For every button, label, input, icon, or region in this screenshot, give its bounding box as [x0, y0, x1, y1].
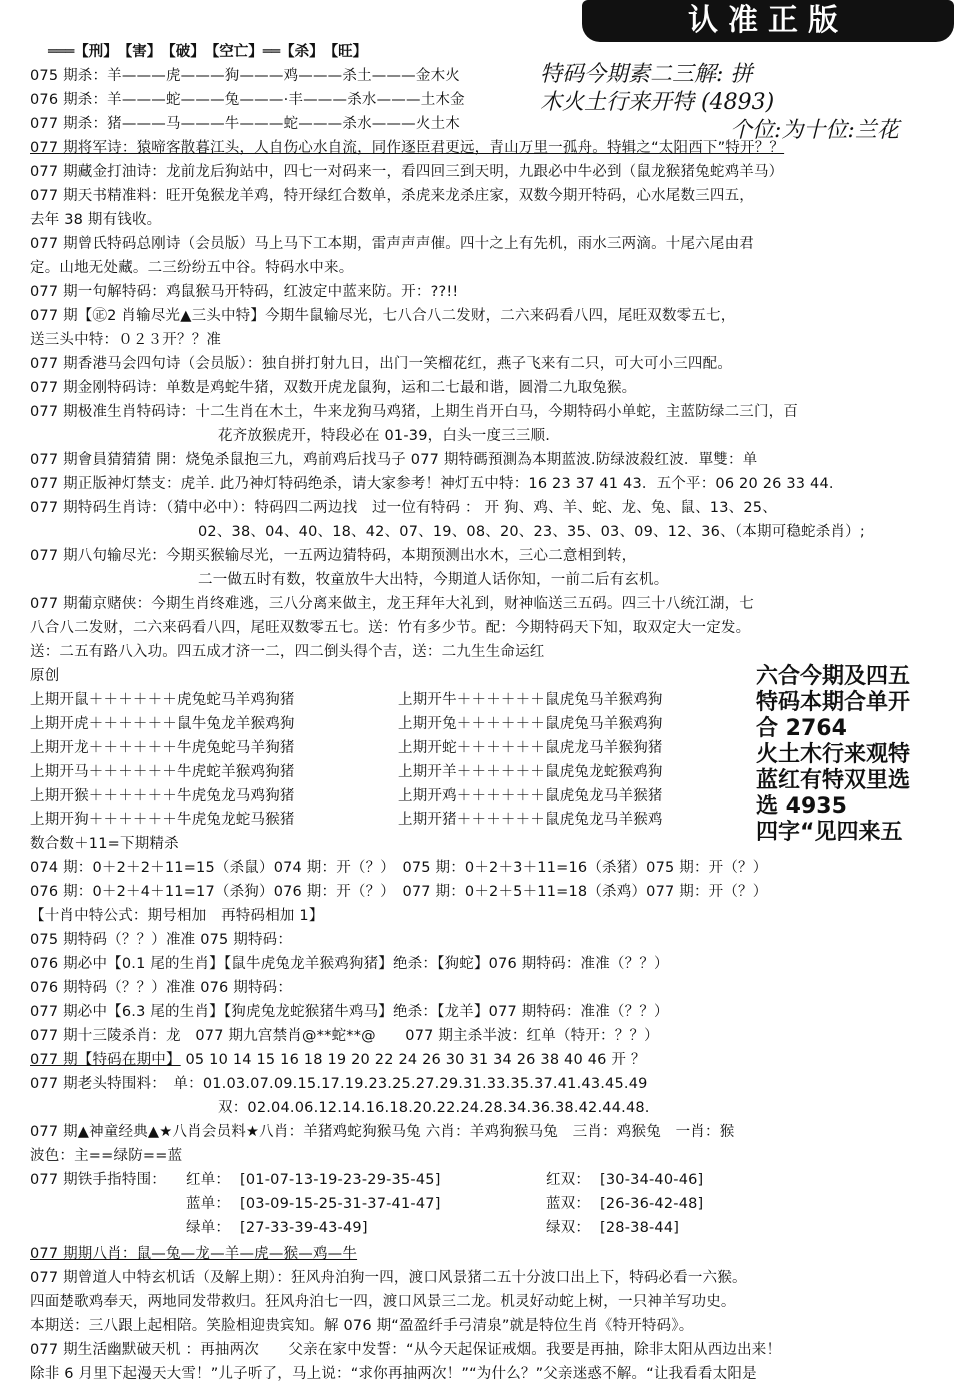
text-line: 076 期必中【0.1 尾的生肖】【鼠牛虎兔龙羊猴鸡狗猪】绝杀：【狗蛇】076 期特码：准准（？？） — [30, 956, 669, 972]
zodiac-row-left: 上期开虎＋＋＋＋＋＋鼠牛兔龙羊猴鸡狗 — [30, 716, 295, 732]
text-line: 077 期将军诗：猿啼客散暮江头，人自伤心水自流，同作逐臣君更远，青山万里一孤舟。特辑之“太阳西下”特开？？ — [30, 140, 785, 156]
kill-row-077: 077 期杀：猪———马———牛———蛇———杀水———火土木 — [30, 116, 460, 132]
text-line: 077 期會員猜猜猜 開：烧兔杀鼠抱三九，鸡前鸡后找马子 077 期特碼預測為本期蓝波.防绿波殺红波．單雙：单 — [30, 452, 758, 468]
kill-row-075: 075 期杀：羊———虎———狗———鸡———杀土———金木火 — [30, 68, 460, 84]
text-line: 二一做五时有数，牧童放牛大出特，今期道人话你知，一前二后有玄机。 — [198, 572, 669, 588]
right-box-line: 四字“见四来五 — [756, 820, 903, 845]
handwritten-line-1: 特码今期素二三解: 拼 — [540, 62, 753, 87]
tema-numbers: 05 10 14 15 16 18 19 20 22 24 26 30 31 34 26 38 40 46 开 ？ — [185, 1052, 646, 1068]
zodiac-row-right: 上期开蛇＋＋＋＋＋＋鼠虎龙马羊猴狗猪 — [398, 740, 663, 756]
tiezhi-label: 077 期铁手指特围： — [30, 1172, 166, 1188]
tiezhi-key: 绿双： — [546, 1220, 591, 1236]
text-line: 077 期极准生肖特码诗：十二生肖在木土，牛来龙狗马鸡猪，上期生肖开白马，今期特码小单蛇，主蓝防绿二三门，百 — [30, 404, 799, 420]
text-line: 076 期：0＋2＋4＋11=17（杀狗）076 期：开（？） 077 期：0＋2＋5＋11=18（杀鸡）077 期：开（？） — [30, 884, 768, 900]
text-line: 八合八二发财，二六来码看八四，尾旺双数零五七。送：竹有多少节。配：今期特码天下知，取双定大一定发。 — [30, 620, 751, 636]
handwritten-line-2: 木火土行来开特 (4893) — [540, 90, 775, 115]
zodiac-row-right: 上期开鸡＋＋＋＋＋＋鼠虎兔龙马羊猴猪 — [398, 788, 663, 804]
right-box-line: 蓝红有特双里选 — [756, 768, 911, 793]
header-row: ═══【刑】 【害】 【破】 【空亡】══【杀】 【旺】 — [48, 44, 368, 60]
zodiac-row-left: 上期开马＋＋＋＋＋＋牛虎蛇羊猴鸡狗猪 — [30, 764, 295, 780]
text-line: 077 期葡京赌侠：今期生肖终难逃，三八分离来做主，龙王拜年大礼到，财神临送三五码。四三十八统江湖，七 — [30, 596, 754, 612]
text-line: 除非 6 月里下起漫天大雪！”儿子听了，马上说：“求你再抽两次！”“为什么？”父亲迷惑不解。“让我看看太阳是 — [30, 1366, 757, 1382]
text-line: 双：02.04.06.12.14.16.18.20.22.24.28.34.36.38.42.44.48. — [218, 1100, 650, 1116]
text-line: 送：二五有路八入功。四五成才济一二，四二倒头得个吉，送：二九生生命运红 — [30, 644, 545, 660]
right-box-line: 选 4935 — [756, 794, 847, 819]
tiezhi-key: 红双： — [546, 1172, 591, 1188]
text-line: 送三头中特：０２３开？？准 — [30, 332, 222, 348]
text-line: 077 期必中【6.3 尾的生肖】【狗虎兔龙蛇猴猪牛鸡马】绝杀：【龙羊】077 期特码：准准（？？） — [30, 1004, 669, 1020]
zodiac-row-left: 上期开鼠＋＋＋＋＋＋虎兔蛇马羊鸡狗猪 — [30, 692, 295, 708]
tiezhi-value: [03-09-15-25-31-37-41-47] — [240, 1196, 441, 1212]
zodiac-row-left: 上期开猴＋＋＋＋＋＋牛虎兔龙马鸡狗猪 — [30, 788, 295, 804]
tiezhi-key: 蓝双： — [546, 1196, 591, 1212]
right-box-line: 火土木行来观特 — [756, 742, 911, 767]
tiezhi-key: 绿单： — [186, 1220, 231, 1236]
text-line: 【十肖中特公式：期号相加 再特码相加 1】 — [30, 908, 324, 924]
handwritten-line-3: 个位:为十位:兰花 — [730, 118, 899, 143]
text-line: 077 期生活幽默破天机 ：再抽两次 父亲在家中发誓：“从今天起保证戒烟。我要是再抽，除非太阳从西边出来！ — [30, 1342, 782, 1358]
tiezhi-value: [27-33-39-43-49] — [240, 1220, 368, 1236]
tiezhi-value: [30-34-40-46] — [600, 1172, 704, 1188]
text-line: 四面楚歌鸡奉天，两地同发带救归。狂风舟泊七一四，渡口风景三二龙。机灵好动蛇上树，一只神羊写功史。 — [30, 1294, 736, 1310]
text-line: 077 期八句输尽光：今期买猴输尽光，一五两边猜特码，本期预测出水木，三心二意相到转， — [30, 548, 637, 564]
text-line: 077 期藏金打油诗：龙前龙后狗站中，四七一对码来一，看四回三到天明，九跟必中牛必到（鼠龙猴猪兔蛇鸡羊马） — [30, 164, 784, 180]
text-line: 077 期十三陵杀肖：龙 077 期九宫禁肖@**蛇**@ 077 期主杀半波：红单（特开：？？） — [30, 1028, 659, 1044]
text-line: 075 期特码（？？）准准 075 期特码： — [30, 932, 293, 948]
zodiac-row-right: 上期开羊＋＋＋＋＋＋鼠虎兔龙蛇猴鸡狗 — [398, 764, 663, 780]
tiezhi-value: [26-36-42-48] — [600, 1196, 704, 1212]
text-line: 077 期▲神童经典▲★八肖会员料★八肖：羊猪鸡蛇狗猴马兔 六肖：羊鸡狗猴马兔 三肖：鸡猴兔 一肖：猴 — [30, 1124, 735, 1140]
text-line: 花齐放猴虎开，特段必在 01-39，白头一度三三顺. — [218, 428, 551, 444]
text-line: 077 期天书精准料：旺开兔猴龙羊鸡，特开绿红合数单，杀虎来龙杀庄家，双数今期开特码，心水尾数三四五， — [30, 188, 754, 204]
zodiac-row-right: 上期开兔＋＋＋＋＋＋鼠虎兔马羊猴鸡狗 — [398, 716, 663, 732]
right-box-line: 合 2764 — [756, 716, 847, 741]
zodiac-row-right: 上期开猪＋＋＋＋＋＋鼠虎兔龙马羊猴鸡 — [398, 812, 663, 828]
tiezhi-value: [01-07-13-19-23-29-35-45] — [240, 1172, 441, 1188]
kill-row-076: 076 期杀：羊———蛇———兔———·丰———杀水———土木金 — [30, 92, 465, 108]
text-line: 077 期【㊣2 肖输尽光▲三头中特】今期牛鼠输尽光，七八合八二发财，二六来码看八四，尾旺双数零五七， — [30, 308, 736, 324]
right-box-line: 六合今期及四五 — [756, 664, 911, 689]
text-line: 076 期特码（？？）准准 076 期特码： — [30, 980, 293, 996]
text-line: 077 期香港马会四句诗（会员版）：独自拼打射九日，出门一笑榴花红，燕子飞来有二只，可大可小三四配。 — [30, 356, 733, 372]
right-box-line: 特码本期合单开 — [756, 690, 911, 715]
text-line: 波色：主==绿防==蓝 — [30, 1148, 183, 1164]
text-line: 本期送：三八跟上起相陪。笑脸相迎贵宾知。解 076 期“盈盈纤手弓清泉”就是特位生肖《特开特码》。 — [30, 1318, 694, 1334]
zodiac-row-right: 上期开牛＋＋＋＋＋＋鼠虎兔马羊猴鸡狗 — [398, 692, 663, 708]
text-line: 077 期正版神灯禁支：虎羊. 此乃神灯特码绝杀，请大家参考！神灯五中特：16 23 37 41 43．五个平：06 20 26 33 44. — [30, 476, 834, 492]
tema-line — [30, 1048, 646, 1072]
zodiac-row-left: 上期开狗＋＋＋＋＋＋牛虎兔龙蛇马猴猪 — [30, 812, 295, 828]
tiezhi-key: 蓝单： — [186, 1196, 231, 1212]
section-label: 原创 — [30, 668, 60, 684]
text-line: 074 期：0＋2＋2＋11=15（杀鼠）074 期：开（？） 075 期：0＋2＋3＋11=16（杀猪）075 期：开（？） — [30, 860, 768, 876]
text-line: 077 期老头特围料： 单：01.03.07.09.15.17.19.23.25.27.29.31.33.35.37.41.43.45.49 — [30, 1076, 648, 1092]
text-line: 077 期一句解特码：鸡鼠猴马开特码，红波定中蓝来防。开：??!! — [30, 284, 459, 300]
tiezhi-key: 红单： — [186, 1172, 231, 1188]
text-line: 去年 38 期有钱收。 — [30, 212, 162, 228]
logo-banner: 认准正版 — [582, 0, 954, 42]
text-line: 077 期特码生肖诗：（猜中必中）：特码四二两边找 过一位有特码 ： 开 狗、鸡、羊、蛇、龙、兔、鼠、13、25、 — [30, 500, 777, 516]
tema-label: 077 期【特码在期中】 — [30, 1052, 181, 1068]
text-line: 077 期曾氏特码总刚诗（会员版）马上马下工本期，雷声声声催。四十之上有先机，雨水三两滴。十尾六尾由君 — [30, 236, 754, 252]
text-line: 定。山地无处藏。二三纷纷五中谷。特码水中来。 — [30, 260, 354, 276]
zodiac-row-left: 上期开龙＋＋＋＋＋＋牛虎兔蛇马羊狗猪 — [30, 740, 295, 756]
text-line: 077 期金刚特码诗：单数是鸡蛇牛猪，双数开虎龙鼠狗，运和二七最和谐，圆滑二九取兔猴。 — [30, 380, 637, 396]
text-line: 077 期曾道人中特玄机话（及解上期）：狂风舟泊狗一四，渡口风景猪二五十分波口出上下，特码必看一六猴。 — [30, 1270, 747, 1286]
bachiao-line: 077 期期八肖：鼠—兔—龙—羊—虎—猴—鸡—牛 — [30, 1246, 358, 1262]
tiezhi-value: [28-38-44] — [600, 1220, 680, 1236]
text-line: 02、38、04、40、18、42、07、19、08、20、23、35、03、09、12、36、（本期可稳蛇杀肖）; — [198, 524, 865, 540]
text-line: 数合数＋11=下期精杀 — [30, 836, 179, 852]
